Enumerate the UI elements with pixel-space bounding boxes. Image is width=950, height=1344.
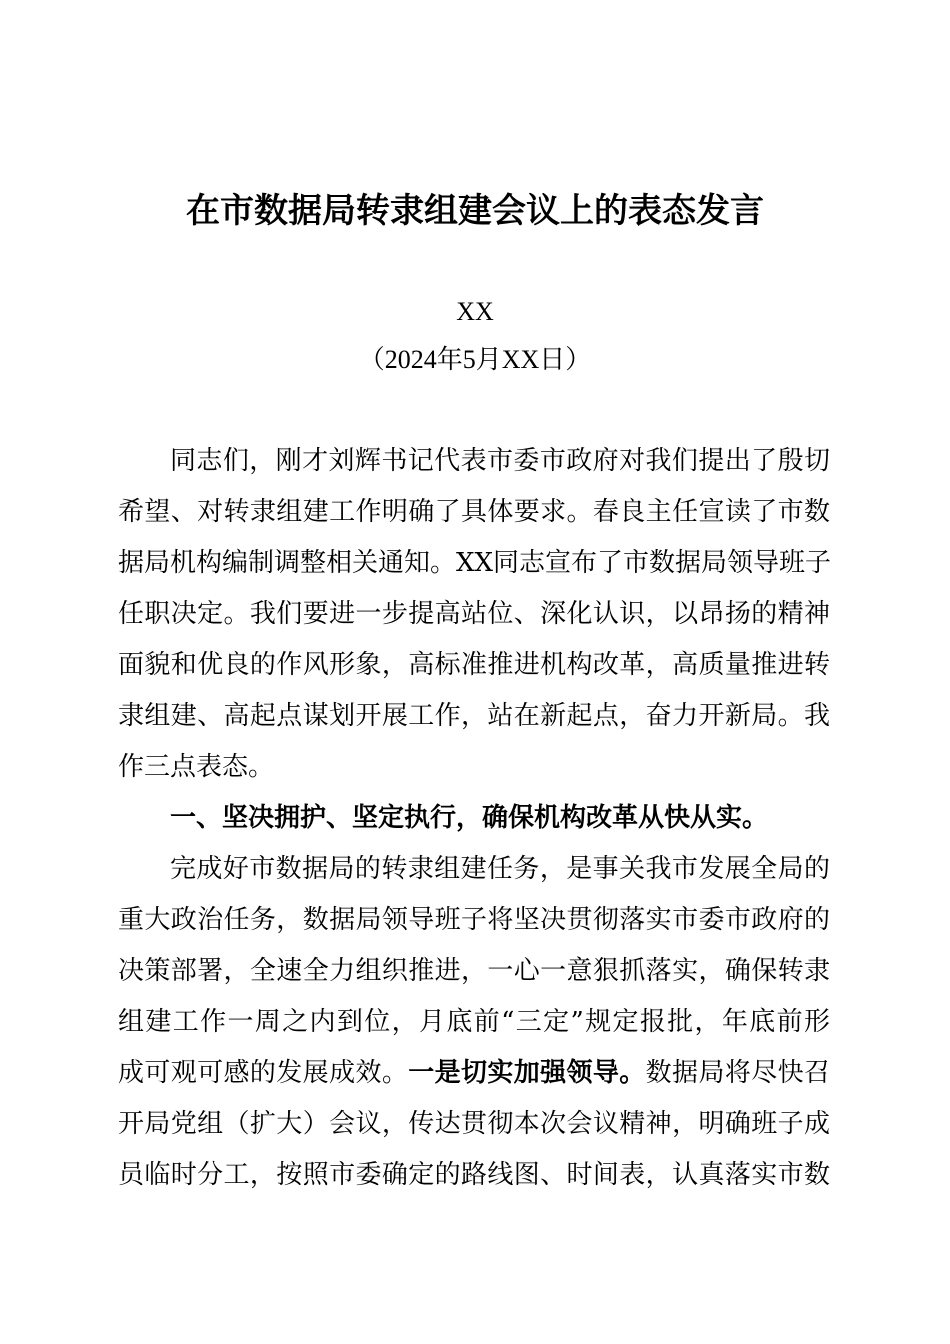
- section-heading-1: 一、坚决拥护、坚定执行，确保机构改革从快从实。: [170, 803, 769, 833]
- text-line: 作三点表态。: [118, 752, 275, 782]
- text-line: 开局党组（扩大）会议，传达贯彻本次会议精神，明确班子成: [118, 1109, 830, 1139]
- text-line: 面貌和优良的作风形象，高标准推进机构改革，高质量推进转: [118, 650, 830, 680]
- bold-subheading: 一是切实加强领导。: [408, 1058, 646, 1088]
- document-title: 在市数据局转隶组建会议上的表态发言: [186, 191, 764, 231]
- text-line: 组建工作一周之内到位，月底前“三定”规定报批，年底前形: [118, 1007, 830, 1037]
- text-line: 任职决定。我们要进一步提高站位、深化认识，以昂扬的精神: [118, 599, 830, 629]
- text-line: 隶组建、高起点谋划开展工作，站在新起点，奋力开新局。我: [118, 701, 830, 731]
- author-name: XX: [456, 297, 494, 326]
- paragraph-intro: [118, 436, 830, 793]
- speech-date: （2024年5月XX日）: [358, 345, 592, 374]
- text-run: 成可观可感的发展成效。: [118, 1058, 409, 1088]
- text-line: 据局机构编制调整相关通知。XX同志宣布了市数据局领导班子: [118, 548, 832, 578]
- text-line: 决策部署，全速全力组织推进，一心一意狠抓落实，确保转隶: [118, 956, 830, 986]
- paragraph-section-1: [118, 844, 830, 1201]
- text-line: 同志们，刚才刘辉书记代表市委市政府对我们提出了殷切: [170, 446, 830, 476]
- text-line: 重大政治任务，数据局领导班子将坚决贯彻落实市委市政府的: [118, 905, 830, 935]
- text-run: 数据局将尽快召: [645, 1058, 830, 1088]
- text-line: 员临时分工，按照市委确定的路线图、时间表，认真落实市数: [118, 1160, 830, 1190]
- text-line: 希望、对转隶组建工作明确了具体要求。春良主任宣读了市数: [118, 497, 830, 527]
- text-line-mixed: [118, 1048, 830, 1099]
- text-line: 完成好市数据局的转隶组建任务，是事关我市发展全局的: [170, 854, 830, 884]
- document-body: [118, 436, 830, 1201]
